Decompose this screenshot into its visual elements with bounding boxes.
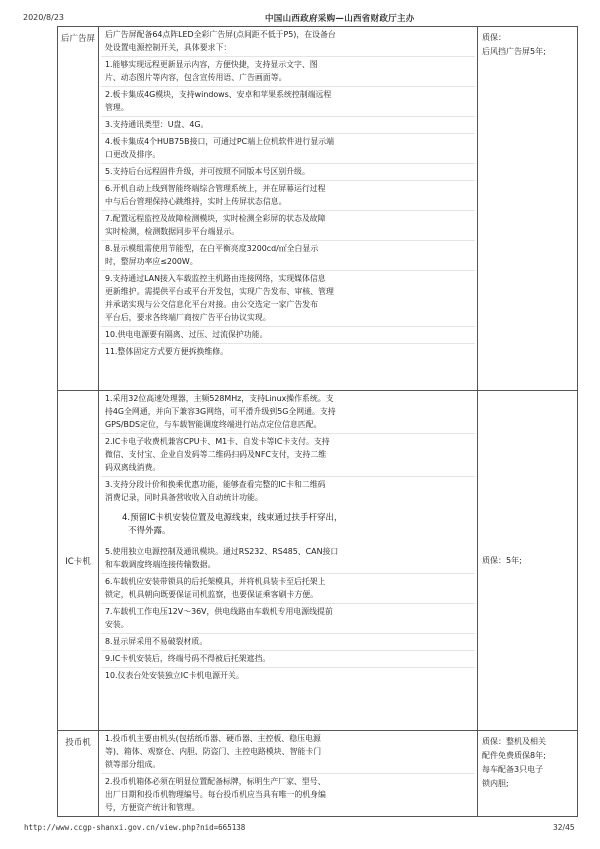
- spec-line: 锁等部分组成。: [105, 760, 161, 769]
- spec-line: 1.能够实现远程更新显示内容，方便快捷，支持显示文字、图: [105, 60, 318, 69]
- spec-line-emphasis: 4.预留IC卡机安装位置及电源线束，线束通过扶手杆穿出，: [122, 513, 343, 523]
- spec-line: 号，方便资产统计和管理。: [105, 803, 200, 812]
- spec-line: 实时检测，检测数据同步平台端显示。: [105, 227, 240, 236]
- spec-paragraph: [101, 731, 475, 774]
- spec-line: 平台后，要求各终端厂商按广告平台协议实现。: [105, 313, 271, 322]
- spec-paragraph: [101, 164, 475, 181]
- spec-line: 更新维护。需提供平台或平台开发包，实现广告发布、审核、管理: [105, 287, 334, 296]
- item-name-cell: [58, 27, 99, 391]
- warranty-line: 质保：5年;: [482, 555, 522, 565]
- spec-cell-coin-box: [99, 731, 478, 817]
- spec-line: 管理。: [105, 103, 129, 112]
- spec-line: 1.采用32位高速处理器，主频528MHz，支持Linux操作系统。支: [105, 394, 334, 403]
- spec-line: 4.板卡集成4个HUB75B接口，可通过PC端上位机软件进行显示端: [105, 137, 334, 146]
- spec-paragraph: [101, 87, 475, 117]
- spec-line: 8.显示模组需使用节能型，在白平衡亮度3200cd/㎡全白显示: [105, 244, 319, 253]
- spec-line: 7.车载机工作电压12V～36V，供电线路由车载机专用电源线提前: [105, 607, 333, 616]
- spec-line: 安装。: [105, 620, 129, 629]
- spec-list-ic-card-top: [99, 391, 477, 506]
- spec-paragraph: [101, 391, 475, 434]
- spec-paragraph: [101, 57, 475, 87]
- table-row-rear-screen: [58, 27, 578, 391]
- spec-paragraph: [101, 211, 475, 241]
- spec-line: 2.投币机箱体必须在明显位置配备标牌，标明生产厂家、型号、: [105, 777, 326, 786]
- spec-paragraph: [101, 574, 475, 604]
- spec-line: 口更改及排序。: [105, 150, 161, 159]
- warranty-rear-screen: [478, 27, 577, 59]
- item-name-coin-box: 投币机: [65, 738, 91, 748]
- warranty-line: 锁内胆;: [482, 779, 509, 788]
- spec-line: 片、动态图片等内容，包含宣传用语、广告画面等。: [105, 73, 287, 82]
- spec-paragraph: [101, 634, 475, 651]
- spec-line: 等)、箱体、观察仓、内胆、防盗门、主控电路模块、智能卡门: [105, 747, 322, 756]
- spec-line: 并承诺实现与公交信息化平台对接。由公交选定一家广告发布: [105, 300, 319, 309]
- spec-paragraph: [101, 774, 475, 816]
- spec-paragraph: [101, 134, 475, 164]
- spec-line: 后广告屏配备64点阵LED全彩广告屏(点间距不低于P5)，在设备台: [105, 30, 336, 39]
- spec-line: 6.开机自动上线到智能终端综合管理系统上，并在屏幕运行过程: [105, 184, 326, 193]
- page-number: 32/45: [553, 823, 575, 832]
- spec-paragraph: [101, 27, 475, 57]
- item-name-rear-screen: 后广告屏: [60, 34, 95, 44]
- spec-line: 5.使用独立电源控制及通讯模块。通过RS232、RS485、CAN接口: [105, 547, 339, 556]
- header-date: 2020/8/23: [23, 13, 65, 22]
- spec-paragraph: [101, 477, 475, 506]
- spec-paragraph: [101, 327, 475, 344]
- spec-line: 1.投币机主要由机头(包括纸币器、硬币器、主控板、稳压电源: [105, 734, 321, 743]
- spec-paragraph: [101, 668, 475, 684]
- spec-line: 时，整屏功率应≤200W。: [105, 257, 198, 266]
- spec-paragraph: [101, 117, 475, 134]
- spec-list-coin-box: [99, 731, 477, 816]
- warranty-line: 质保：: [482, 33, 506, 42]
- spec-line-emphasis: 不得外露。: [128, 526, 171, 536]
- spec-line: 8.显示屏采用不易破裂材质。: [105, 637, 208, 646]
- spec-line: 6.车载机应安装带锁具的后托架模具，并将机具装卡至后托架上: [105, 577, 326, 586]
- warranty-cell-ic-card: [478, 391, 578, 731]
- spec-line: 9.支持通过LAN接入车载监控主机路由连接网络，实现媒体信息: [105, 274, 326, 283]
- spec-line: 中与后台管理保持心跳维持，实时上传屏状态信息。: [105, 197, 287, 206]
- spec-line: 3.支持通讯类型：U盘、4G。: [105, 120, 209, 129]
- spec-line: 10.供电电源要有隔离、过压、过流保护功能。: [105, 330, 268, 339]
- spec-paragraph: [101, 271, 475, 327]
- spec-cell-ic-card: [99, 391, 478, 731]
- spec-paragraph: [101, 604, 475, 634]
- spec-line: 出厂日期和投币机物理编号。每台投币机应当具有唯一的机身编: [105, 790, 326, 799]
- spec-line: 2.IC卡电子收费机兼容CPU卡、M1卡、自发卡等IC卡支付。支持: [105, 437, 330, 446]
- spec-line: 和车载调度终端连接传输数据。: [105, 560, 216, 569]
- spec-line: 持4G全网通，并向下兼容3G网络，可平滑升级到5G全网通。支持: [105, 407, 336, 416]
- spec-line: 消费记录，同时具备营收收入自动统计功能。: [105, 493, 263, 502]
- spec-line: 处设置电源控制开关，具体要求下：: [105, 43, 232, 52]
- spec-line: 2.板卡集成4G模块，支持windows、安卓和苹果系统控制端远程: [105, 90, 332, 99]
- warranty-ic-card: [478, 554, 577, 568]
- spec-paragraph: [101, 241, 475, 271]
- warranty-line: 每车配备3只电子: [482, 765, 544, 774]
- warranty-cell-rear-screen: [478, 27, 578, 391]
- spec-paragraph: [101, 344, 475, 360]
- item-name-cell: [58, 391, 99, 731]
- spec-line: 微信、支付宝、企业自发码等二维码扫码及NFC支付，支持二维: [105, 450, 327, 459]
- spec-line: 9.IC卡机安装后，终端号码不得被后托架遮挡。: [105, 654, 271, 663]
- item-name-ic-card: IC卡机: [65, 556, 91, 567]
- spec-note-ic-card: [99, 506, 477, 544]
- spec-line: 锁定，机具朝向既要保证司机监察，也要保证乘客刷卡方便。: [105, 590, 319, 599]
- spec-table: [57, 26, 578, 817]
- table-row-coin-box: [58, 731, 578, 817]
- spec-paragraph: [101, 181, 475, 211]
- warranty-line: 质保：整机及相关: [482, 737, 546, 746]
- warranty-coin-box: [478, 731, 577, 791]
- spec-cell-rear-screen: [99, 27, 478, 391]
- spec-line: 10.仪表台处安装独立IC卡机电源开关。: [105, 671, 244, 680]
- spec-line: 5.支持后台远程固件升级，并可按照不同版本号区别升级。: [105, 167, 310, 176]
- spec-line: 码双离线消费。: [105, 463, 161, 472]
- warranty-cell-coin-box: [478, 731, 578, 817]
- spec-line: 11.整体固定方式要方便拆换维修。: [105, 347, 229, 356]
- spec-line: 7.配置远程监控及故障检测模块，实时检测全彩屏的状态及故障: [105, 214, 326, 223]
- spec-line: 3.支持分段计价和换乘优惠功能，能够查看完整的IC卡和二维码: [105, 480, 326, 489]
- header-title: 中国山西政府采购—山西省财政厅主办: [265, 14, 415, 24]
- spec-line: GPS/BDS定位，与车载智能调度终端进行站点定位信息匹配。: [105, 420, 322, 429]
- table-row-ic-card: [58, 391, 578, 731]
- item-name-cell: [58, 731, 99, 817]
- spec-paragraph: [101, 651, 475, 668]
- spec-paragraph: [101, 544, 475, 574]
- spec-paragraph: [101, 434, 475, 477]
- spec-list-rear-screen: [99, 27, 477, 360]
- warranty-line: 配件免费质保8年;: [482, 751, 546, 760]
- warranty-line: 后风挡广告屏5年;: [482, 47, 546, 56]
- spec-list-ic-card-bottom: [99, 544, 477, 684]
- footer-url: http://www.ccgp-shanxi.gov.cn/view.php?nid=665138: [24, 823, 246, 832]
